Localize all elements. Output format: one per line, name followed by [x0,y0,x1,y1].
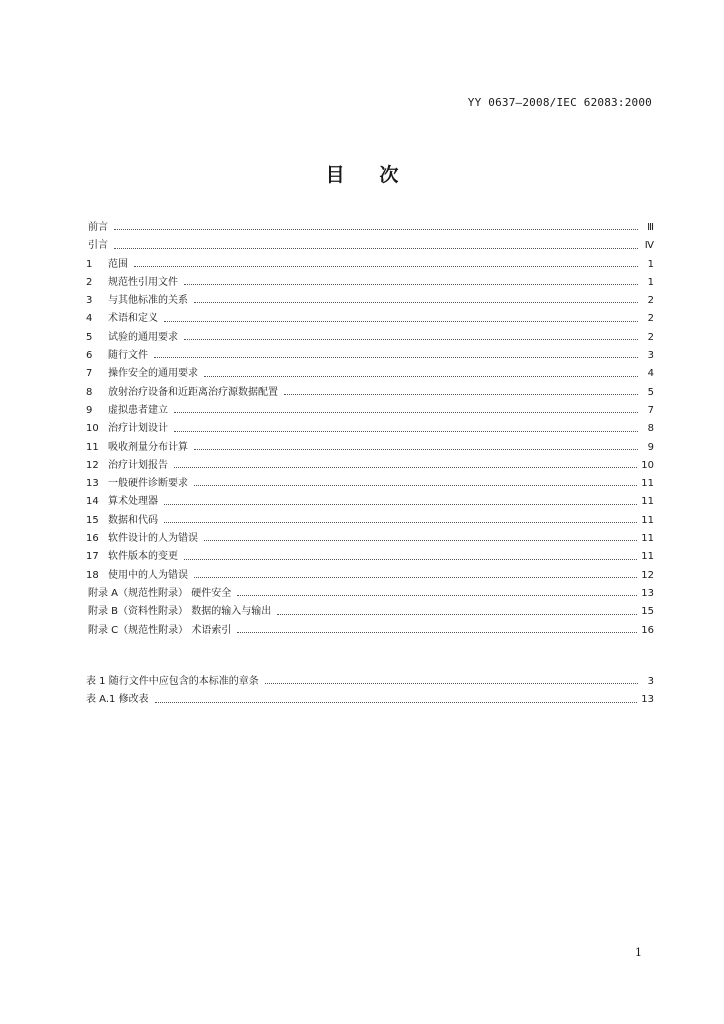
toc-entry-number: 18 [86,569,99,581]
toc-entry-page: 12 [641,569,654,581]
dot-leader [277,614,637,615]
standard-identifier: YY 0637—2008/IEC 62083:2000 [467,96,652,109]
dot-leader [265,683,638,684]
toc-entry[interactable] [86,566,654,584]
dot-leader [174,431,638,432]
table-list-label: 表 A.1 修改表 [86,694,149,706]
toc-entry-label: 算术处理器 [108,496,158,508]
toc-entry-label: 附录 C（规范性附录） 术语索引 [88,624,232,636]
toc-entry-page: 10 [641,459,654,471]
toc-entry[interactable] [86,328,654,346]
dot-leader [164,522,637,523]
table-list-entry[interactable] [86,690,654,708]
toc-entry-label: 一般硬件诊断要求 [108,478,188,490]
toc-entry[interactable] [86,218,654,236]
dot-leader [194,485,637,486]
toc-entry-label: 引言 [88,240,108,252]
toc-entry-number: 1 [86,258,93,270]
dot-leader [184,339,638,340]
table-list-page: 3 [647,676,654,687]
toc-entry-label: 操作安全的通用要求 [108,368,198,380]
toc-entry-number: 10 [86,423,99,435]
table-list-entry[interactable] [86,672,654,690]
toc-entry[interactable] [86,364,654,382]
toc-entry-number: 4 [86,313,93,325]
toc-entry-label: 虚拟患者建立 [108,404,168,416]
dot-leader [194,449,638,450]
toc-entry-label: 软件版本的变更 [108,551,178,563]
toc-entry-number: 3 [86,295,93,307]
toc-entry-label: 随行文件 [108,350,148,362]
toc-entry-label: 治疗计划设计 [108,423,168,435]
toc-entry[interactable] [86,309,654,327]
toc-entry-page: Ⅲ [647,222,654,233]
toc-entry[interactable] [86,419,654,437]
toc-entry-page: 16 [641,624,654,636]
toc-entry-label: 治疗计划报告 [108,459,168,471]
dot-leader [237,595,637,596]
toc-entry-label: 试验的通用要求 [108,331,178,343]
dot-leader [174,412,638,413]
table-list-page: 13 [641,694,654,706]
toc-entry[interactable] [86,492,654,510]
toc-entry-page: 11 [641,533,654,545]
toc-entry-number: 8 [86,386,93,398]
toc-entry-page: 5 [647,386,654,398]
toc-entry-page: 2 [647,331,654,343]
toc-entry-label: 范围 [108,258,128,270]
dot-leader [164,504,637,505]
toc-entry-page: Ⅳ [644,240,654,252]
toc-entry[interactable] [86,236,654,254]
toc-entry-page: 4 [647,368,654,380]
toc-entry-page: 2 [647,313,654,325]
toc-entry-label: 软件设计的人为错误 [108,533,198,545]
toc-entry[interactable] [86,474,654,492]
toc-entry-page: 9 [647,441,654,453]
toc-entry[interactable] [86,255,654,273]
toc-entry[interactable] [86,383,654,401]
toc-entry-label: 规范性引用文件 [108,276,178,288]
toc-entry-number: 15 [86,514,99,526]
toc-entry-label: 附录 A（规范性附录） 硬件安全 [88,587,232,599]
toc-entry-page: 13 [641,587,654,599]
dot-leader [194,302,638,303]
toc-entry-page: 15 [641,606,654,618]
toc-entry[interactable] [86,529,654,547]
dot-leader [174,467,637,468]
toc-entry-number: 16 [86,533,99,545]
dot-leader [184,284,638,285]
toc-entry[interactable] [86,401,654,419]
toc-entry-label: 前言 [88,222,108,233]
dot-leader [155,702,638,703]
toc-entry[interactable] [86,584,654,602]
toc-entry-number: 11 [86,441,99,453]
table-of-contents [86,218,654,639]
toc-entry-page: 7 [647,404,654,416]
toc-entry[interactable] [86,621,654,639]
toc-entry[interactable] [86,456,654,474]
list-of-tables [86,672,654,709]
dot-leader [154,357,638,358]
toc-entry-number: 6 [86,350,93,362]
toc-entry[interactable] [86,291,654,309]
dot-leader [164,321,638,322]
dot-leader [114,229,638,230]
page-number: 1 [635,946,642,959]
toc-entry-page: 11 [641,514,654,526]
title-char-2: 次 [379,164,399,186]
toc-entry-number: 12 [86,459,99,471]
toc-entry-number: 5 [86,331,93,343]
toc-entry-page: 1 [647,258,654,270]
toc-entry-page: 1 [647,276,654,288]
dot-leader [194,577,637,578]
dot-leader [204,540,637,541]
toc-entry[interactable] [86,438,654,456]
toc-entry-label: 附录 B（资料性附录） 数据的输入与输出 [88,606,272,618]
toc-entry-number: 9 [86,404,93,416]
toc-entry-label: 放射治疗设备和近距离治疗源数据配置 [108,386,278,398]
dot-leader [284,394,638,395]
title-char-1: 目 [325,164,345,186]
toc-entry-page: 11 [641,551,654,563]
toc-entry-page: 2 [647,295,654,307]
table-list-label: 表 1 随行文件中应包含的本标准的章条 [86,676,259,687]
toc-entry-page: 11 [641,478,654,490]
toc-entry[interactable] [86,602,654,620]
toc-entry-number: 13 [86,478,99,490]
dot-leader [204,376,638,377]
toc-entry-label: 数据和代码 [108,514,158,526]
toc-entry-page: 3 [647,350,654,362]
toc-entry-label: 术语和定义 [108,313,158,325]
toc-entry[interactable] [86,547,654,565]
toc-entry[interactable] [86,273,654,291]
dot-leader [134,266,638,267]
toc-entry[interactable] [86,511,654,529]
toc-entry-number: 2 [86,276,93,288]
toc-entry-page: 11 [641,496,654,508]
toc-entry-page: 8 [647,423,654,435]
dot-leader [114,248,638,249]
toc-entry-label: 使用中的人为错误 [108,569,188,581]
toc-entry-label: 与其他标准的关系 [108,295,188,307]
toc-entry-number: 14 [86,496,99,508]
dot-leader [237,632,637,633]
toc-entry[interactable] [86,346,654,364]
toc-entry-label: 吸收剂量分布计算 [108,441,188,453]
dot-leader [184,559,637,560]
toc-entry-number: 7 [86,368,93,380]
toc-entry-number: 17 [86,551,99,563]
page-title [0,160,724,187]
